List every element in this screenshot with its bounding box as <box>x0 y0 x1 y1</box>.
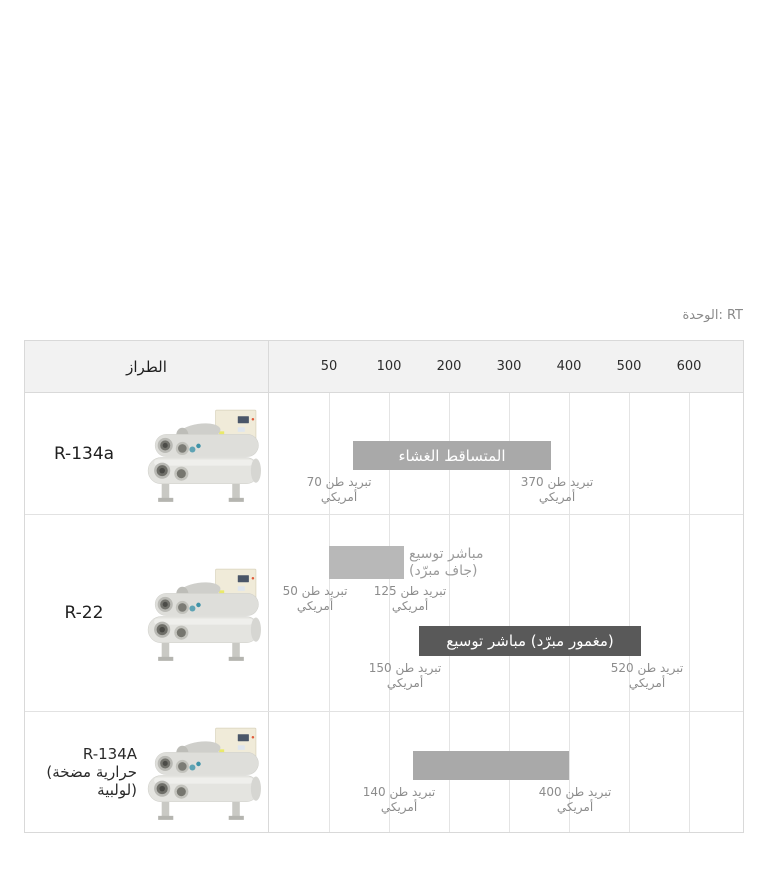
table-row <box>25 393 743 515</box>
model-cell <box>25 515 269 711</box>
table-row <box>25 515 743 712</box>
range-bar <box>329 546 404 579</box>
tick-label: 300 <box>496 359 522 374</box>
bar-start-label: 70 طن‎ تبريد أمريكي <box>306 475 372 504</box>
bar-start-label: 140 طن‎ تبريد أمريكي <box>362 785 436 814</box>
grid-line <box>449 515 450 711</box>
model-label: R-134a <box>53 443 115 464</box>
range-bar <box>413 751 569 780</box>
chiller-image <box>139 401 265 507</box>
model-column-header: الطراز <box>25 341 269 392</box>
chart-cell <box>269 712 743 832</box>
bar-start-label: 150 طن‎ تبريد أمريكي <box>368 661 442 690</box>
chiller-image <box>139 560 265 666</box>
bar-label: توسيع‎ مباشر‎ (مبرّد‎ مغمور) <box>446 632 614 650</box>
tick-label: 200 <box>436 359 462 374</box>
tick-label: 50 <box>320 359 338 374</box>
chiller-image <box>139 719 265 825</box>
grid-line <box>689 515 690 711</box>
tick-label: 500 <box>616 359 642 374</box>
bar-label: الغشاء‎ المتساقط <box>398 446 506 465</box>
table-row <box>25 712 743 832</box>
grid-line <box>329 712 330 832</box>
tick-label: 400 <box>556 359 582 374</box>
chart-cell <box>269 393 743 514</box>
grid-line <box>629 712 630 832</box>
unit-label: الوحدة:‎ RT <box>682 308 743 323</box>
bar-end-label: 370 طن‎ تبريد أمريكي <box>520 475 594 504</box>
bar-end-label: 125 طن‎ تبريد أمريكي <box>373 584 447 613</box>
grid-line <box>629 393 630 514</box>
range-bar <box>419 626 641 656</box>
tick-label: 600 <box>676 359 702 374</box>
grid-line <box>689 712 690 832</box>
model-cell <box>25 393 269 514</box>
grid-line <box>509 515 510 711</box>
range-bar <box>353 441 551 470</box>
model-cell <box>25 712 269 832</box>
chart-cell <box>269 515 743 711</box>
model-label: R-134A (مضخة‎ حرارية لولبية) <box>46 745 137 799</box>
grid-line <box>569 515 570 711</box>
table-header-row <box>25 341 743 393</box>
table-body <box>25 393 743 832</box>
scale-header <box>269 341 743 392</box>
bar-start-label: 50 طن‎ تبريد أمريكي <box>282 584 348 613</box>
capacity-table <box>24 340 744 833</box>
tick-label: 100 <box>376 359 402 374</box>
model-label: R-22 <box>64 603 104 623</box>
bar-end-label: 400 طن‎ تبريد أمريكي <box>538 785 612 814</box>
bar-end-label: 520 طن‎ تبريد أمريكي <box>610 661 684 690</box>
grid-line <box>689 393 690 514</box>
bar-side-label: توسيع‎ مباشر (مبرّد‎ جاف) <box>409 545 484 579</box>
